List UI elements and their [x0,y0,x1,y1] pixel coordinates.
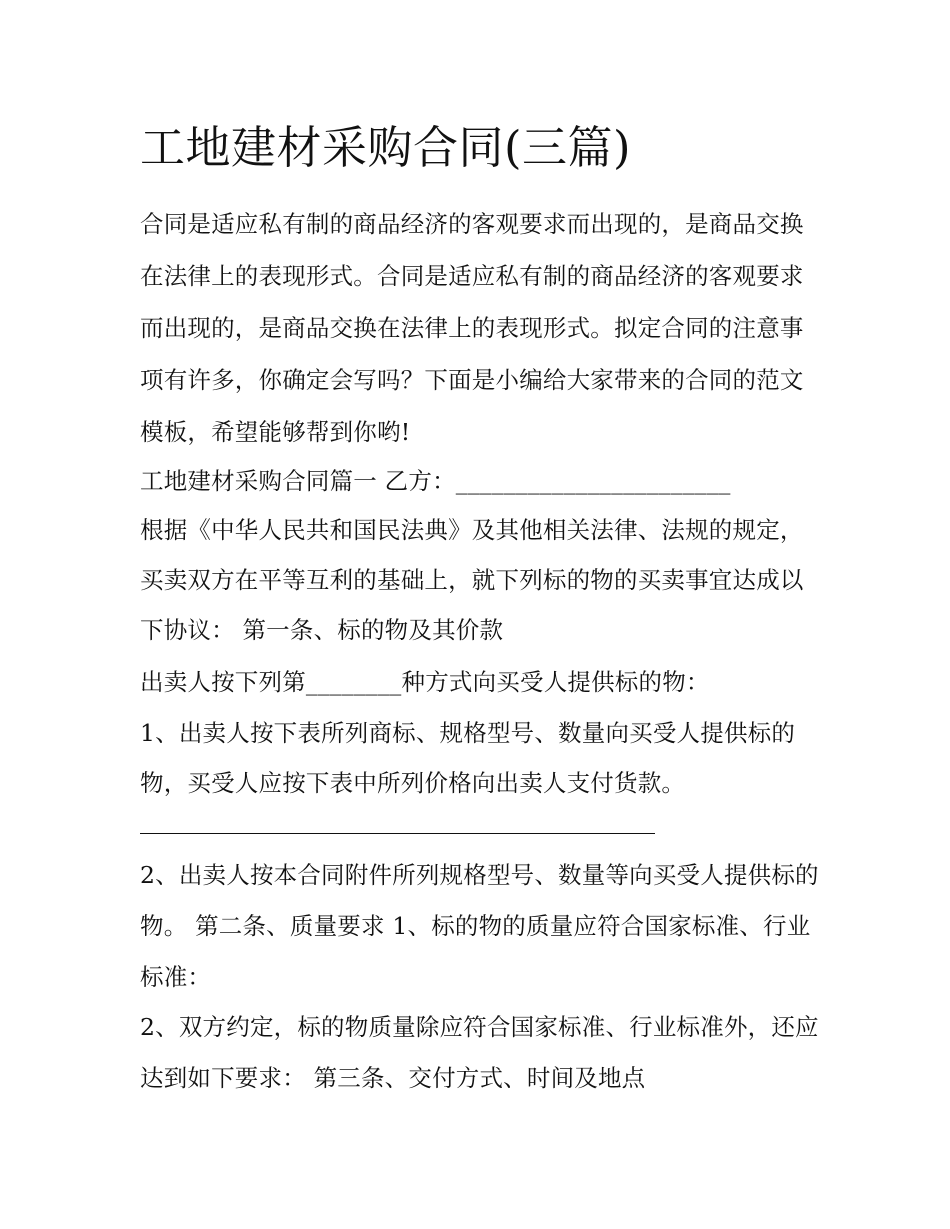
intro-paragraph: 合同是适应私有制的商品经济的客观要求而出现的，是商品交换在法律上的表现形式。合同是适应私有制的商品经济的客观要求而出现的，是商品交换在法律上的表现形式。拟定合同的注意事项有许多，你确定会写吗？下面是小编给大家带来的合同的范文模板，希望能够帮到你哟! [140,210,804,446]
method-line: 出卖人按下列第________种方式向买受人提供标的物： [140,668,710,696]
document-title: 工地建材采购合同(三篇) [140,121,632,174]
item-1-paragraph: 1、出卖人按下表所列商标、规格型号、数量向买受人提供标的物，买受人应按下表中所列价格向出卖人支付货款。 [140,719,796,797]
party-line: 工地建材采购合同篇一 乙方：_______________________ [140,467,731,495]
blank-table-line [140,833,655,834]
item-3-paragraph: 2、双方约定，标的物质量除应符合国家标准、行业标准外，还应达到如下要求： 第三条、交付方式、时间及地点 [140,1013,819,1092]
basis-paragraph: 根据《中华人民共和国民法典》及其他相关法律、法规的规定，买卖双方在平等互利的基础上，就下列标的物的买卖事宜达成以下协议： 第一条、标的物及其价款 [140,516,804,644]
item-2-paragraph: 2、出卖人按本合同附件所列规格型号、数量等向买受人提供标的物。 第二条、质量要求 1、标的物的质量应符合国家标准、行业标准： [140,861,819,991]
